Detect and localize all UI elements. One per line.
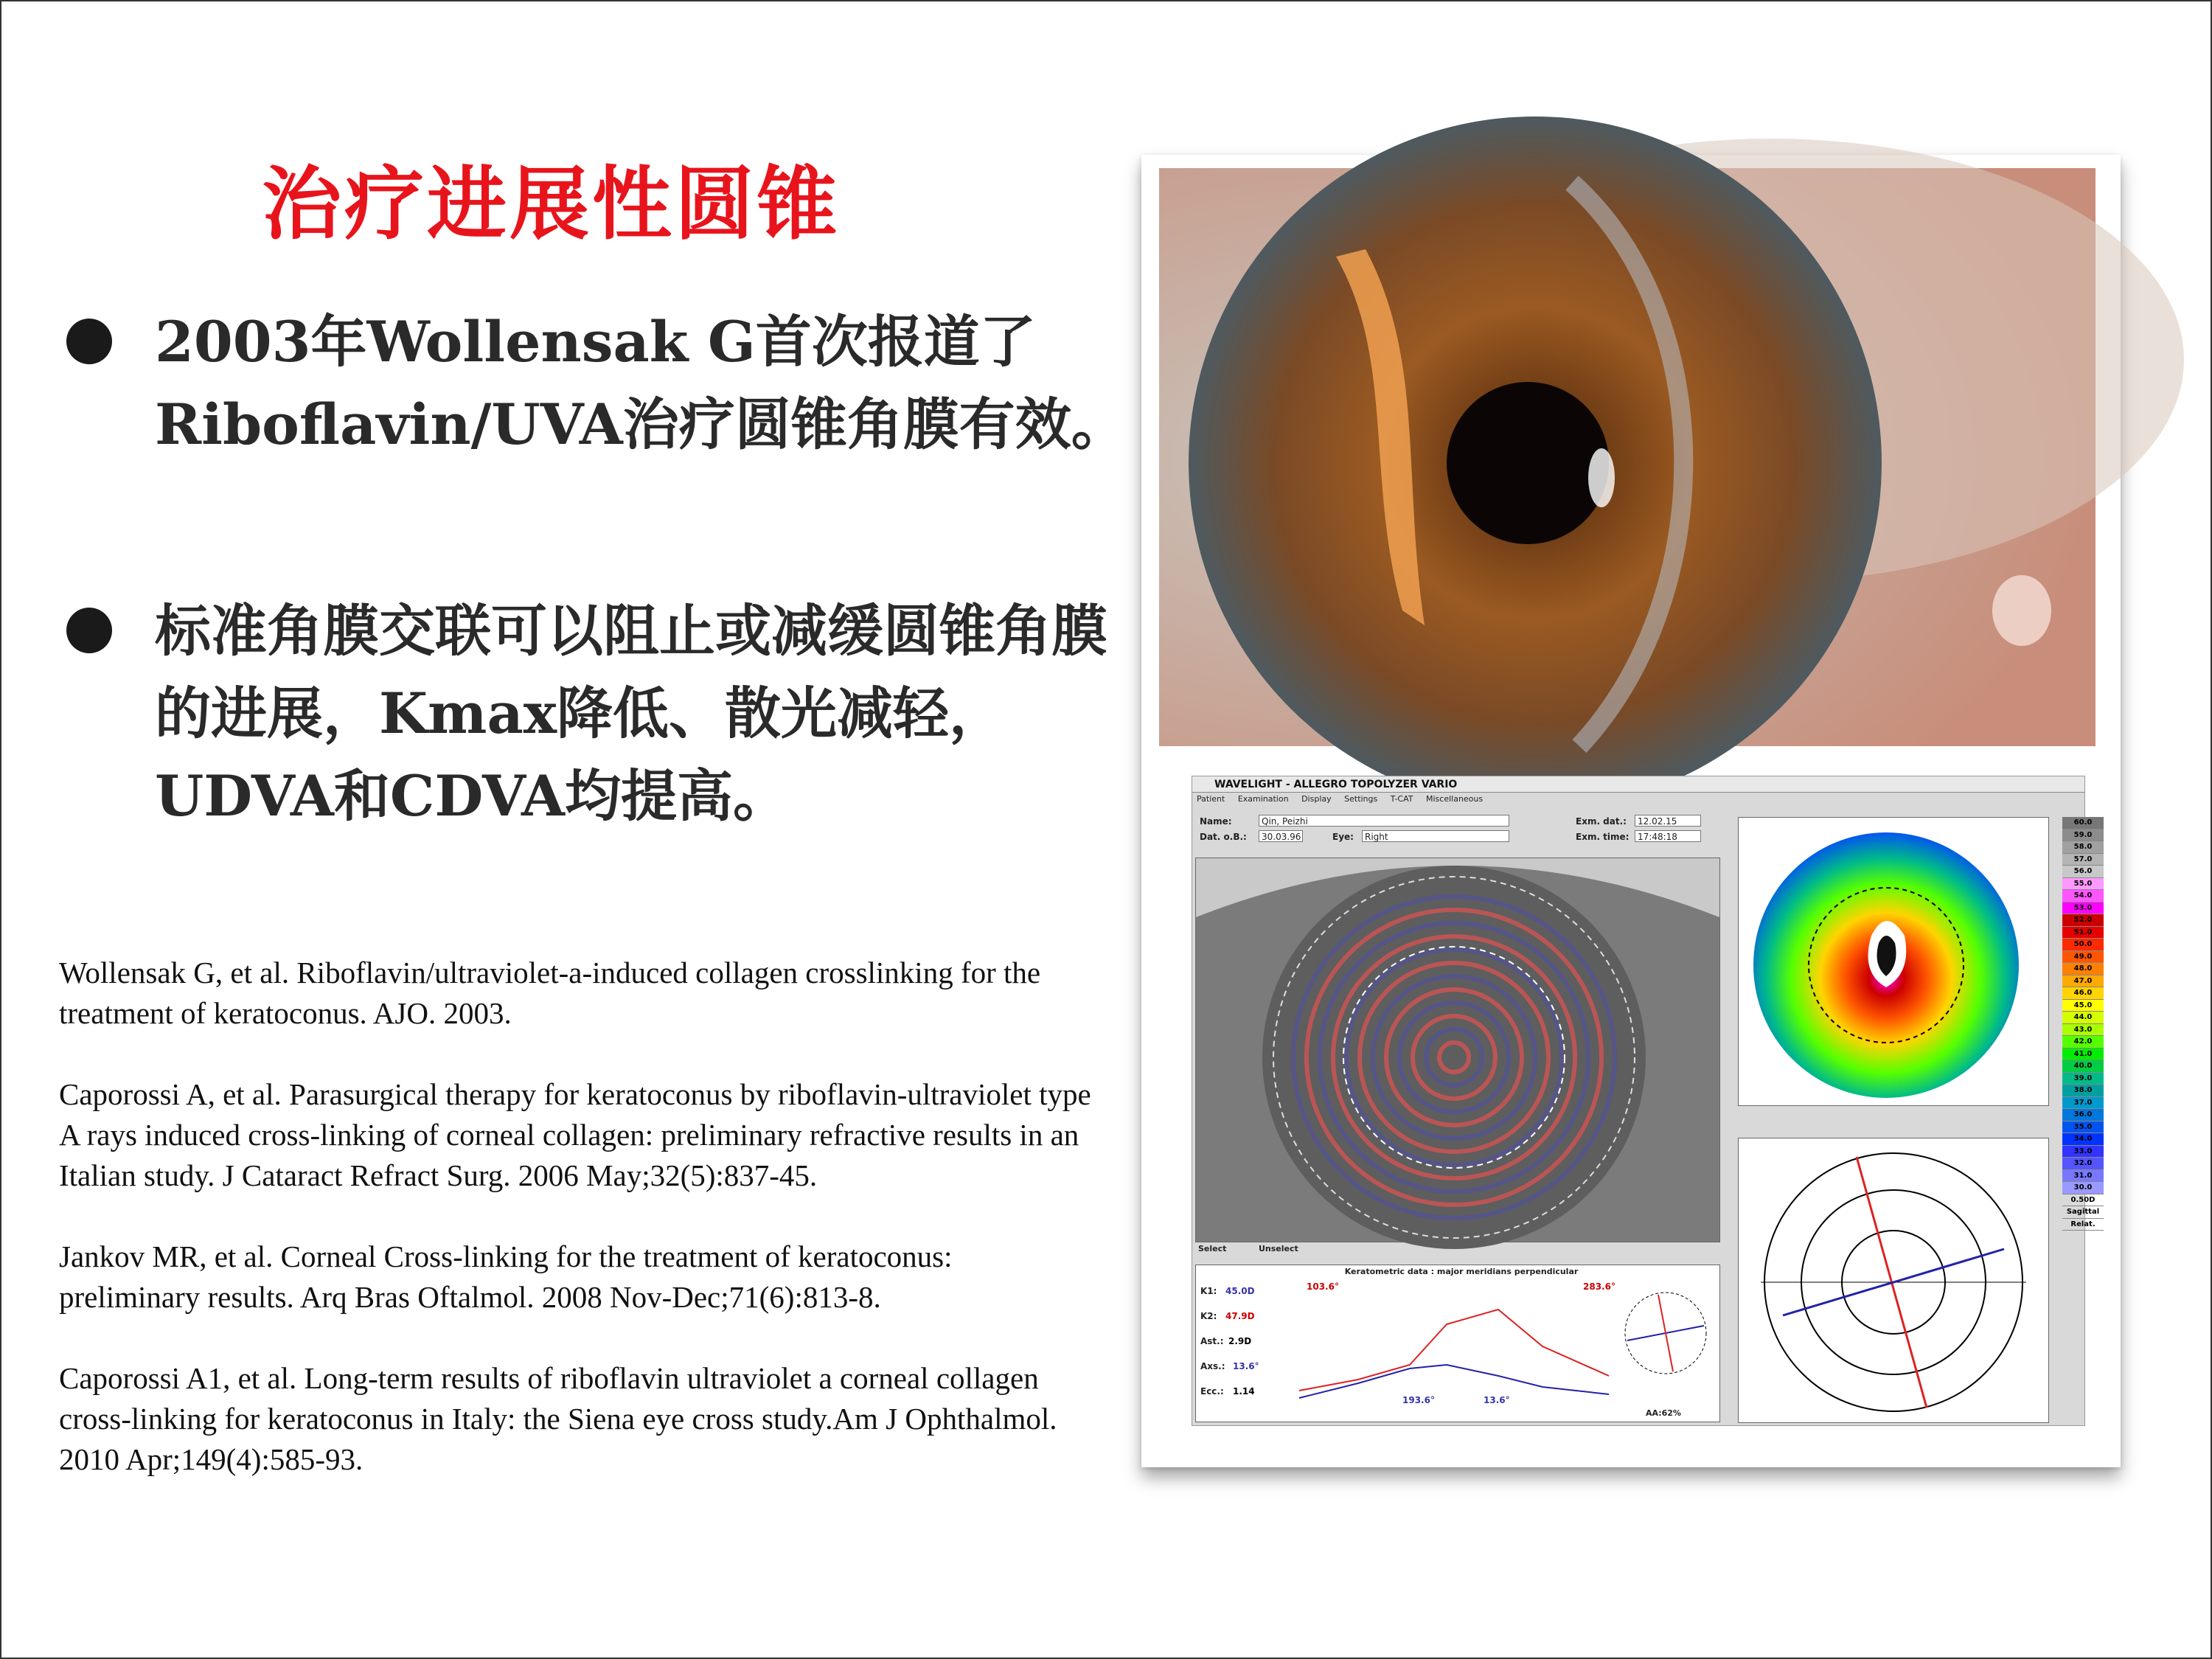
placido-image [1196,858,1719,1242]
bullet-dot-icon [66,608,112,653]
scale-tick: 31.0 [2062,1170,2104,1183]
keratometric-panel [1195,1265,1720,1422]
deg-left: 103.6° [1307,1281,1339,1292]
deg-mid-2: 13.6° [1484,1395,1510,1405]
k2-value: 47.9D [1225,1311,1255,1321]
scale-tick: 59.0 [2062,830,2104,842]
scale-tick: 33.0 [2062,1146,2104,1158]
name-field: Qin, Peizhi [1259,815,1509,827]
color-map-image [1739,818,2048,1105]
references [59,953,1091,1520]
eye-photo [1159,168,2096,746]
k1-label: K1: [1200,1286,1217,1296]
deg-right: 283.6° [1583,1281,1615,1292]
scale-tick: 48.0 [2062,963,2104,975]
dob-label: Dat. o.B.: [1200,832,1247,842]
scale-tick: 45.0 [2062,1000,2104,1012]
topo-color-map [1738,817,2049,1106]
scale-tick: 39.0 [2062,1073,2104,1085]
menu-item-misc[interactable]: Miscellaneous [1426,794,1484,804]
ecc-value: 1.14 [1233,1386,1255,1397]
ecc-label: Ecc.: [1200,1386,1224,1397]
scale-tick: 37.0 [2062,1097,2104,1110]
scale-tick: 52.0 [2062,914,2104,927]
keratometric-curves [1299,1295,1609,1405]
topo-window-title: WAVELIGHT - ALLEGRO TOPOLYZER VARIO [1192,776,2084,793]
unselect-checkbox[interactable]: Unselect [1259,1244,1298,1253]
topography-screenshot [1192,776,2100,1426]
exm-time-field: 17:48:18 [1635,830,1701,842]
scale-tick: 56.0 [2062,866,2104,878]
dob-field: 30.03.96 [1259,830,1303,842]
exm-date-field: 12.02.15 [1635,815,1701,827]
eye-field: Right [1362,830,1509,842]
scale-tick: 53.0 [2062,902,2104,915]
reference-item: Caporossi A, et al. Parasurgical therapy for keratoconus by riboflavin-ultraviolet type A rays induced cross-linking of corneal collagen: preliminary refractive results in an Italian study. J Cataract Refract Surg. 2006 May;32(5):837-45. [59,1077,1091,1192]
reference-item: Jankov MR, et al. Corneal Cross-linking for the treatment of keratoconus: preliminary results. Arq Bras Oftalmol. 2008 Nov-Dec;71(6):813-8. [59,1239,953,1314]
scale-tick: 49.0 [2062,951,2104,964]
scale-tick: 57.0 [2062,854,2104,866]
exm-date-label: Exm. dat.: [1576,816,1627,827]
scale-tick: 50.0 [2062,939,2104,951]
scale-tick: 40.0 [2062,1060,2104,1073]
scale-type: Relat. [2062,1219,2104,1231]
axis-diagram [1738,1138,2049,1423]
scale-tick: 32.0 [2062,1158,2104,1170]
scale-tick: 47.0 [2062,975,2104,988]
menu-item-tcat[interactable]: T-CAT [1390,794,1413,804]
aa-label: AA:62% [1646,1408,1681,1418]
menu-item-display[interactable]: Display [1301,794,1332,804]
eye-label: Eye: [1332,832,1354,842]
ast-label: Ast.: [1200,1336,1224,1346]
meridian-compass [1620,1287,1712,1380]
scale-tick: 51.0 [2062,927,2104,939]
scale-step: 0.50D [2062,1194,2104,1207]
axs-value: 13.6° [1233,1361,1259,1371]
menu-item-settings[interactable]: Settings [1344,794,1378,804]
scale-tick: 60.0 [2062,817,2104,830]
ast-value: 2.9D [1228,1336,1252,1346]
scale-tick: 46.0 [2062,987,2104,1000]
scale-tick: 43.0 [2062,1024,2104,1037]
select-checkbox[interactable]: Select [1198,1244,1227,1253]
figure-card [1141,155,2121,1467]
reference-item: Caporossi A1, et al. Long-term results of riboflavin ultraviolet a corneal collagen cross-linking for keratoconus in Italy: the Siena eye cross study.Am J Ophthalmol. 2010 Apr;149(4):585-93. [59,1361,1057,1476]
color-scale [2062,817,2104,1231]
scale-tick: 38.0 [2062,1085,2104,1097]
scale-tick: 35.0 [2062,1121,2104,1134]
scale-tick: 58.0 [2062,841,2104,854]
menu-item-examination[interactable]: Examination [1237,794,1289,804]
kdata-title: Keratometric data : major meridians perpendicular [1344,1267,1579,1276]
scale-tick: 41.0 [2062,1048,2104,1061]
scale-mode: Sagittal [2062,1206,2104,1219]
scale-tick: 30.0 [2062,1182,2104,1194]
deg-mid-1: 193.6° [1402,1395,1435,1405]
scale-tick: 34.0 [2062,1133,2104,1146]
name-label: Name: [1200,816,1232,827]
eye-photo-image [1159,168,2096,746]
scale-tick: 55.0 [2062,878,2104,891]
placido-panel [1195,858,1720,1242]
scale-tick: 44.0 [2062,1012,2104,1024]
topo-menu-bar [1192,793,2084,806]
bullet-text-1: 2003年Wollensak G首次报道了Riboflavin/UVA治疗圆锥角膜有效。 [155,309,1127,457]
axis-diagram-image [1739,1138,2048,1422]
slide-title: 治疗进展性圆锥 [262,159,841,251]
k2-label: K2: [1200,1311,1217,1321]
scale-tick: 54.0 [2062,890,2104,902]
scale-tick: 36.0 [2062,1109,2104,1121]
bullet-text-2: 标准角膜交联可以阻止或减缓圆锥角膜的进展，Kmax降低、散光减轻，UDVA和CDVA均提高。 [155,598,1107,829]
menu-item-patient[interactable]: Patient [1197,794,1225,804]
k1-value: 45.0D [1225,1286,1255,1296]
exm-time-label: Exm. time: [1576,832,1630,842]
scale-tick: 42.0 [2062,1036,2104,1048]
reference-item: Wollensak G, et al. Riboflavin/ultraviolet-a-induced collagen crosslinking for the treatment of keratoconus. AJO. 2003. [59,956,1041,1030]
axs-label: Axs.: [1200,1361,1225,1371]
bullet-dot-icon [66,319,112,364]
